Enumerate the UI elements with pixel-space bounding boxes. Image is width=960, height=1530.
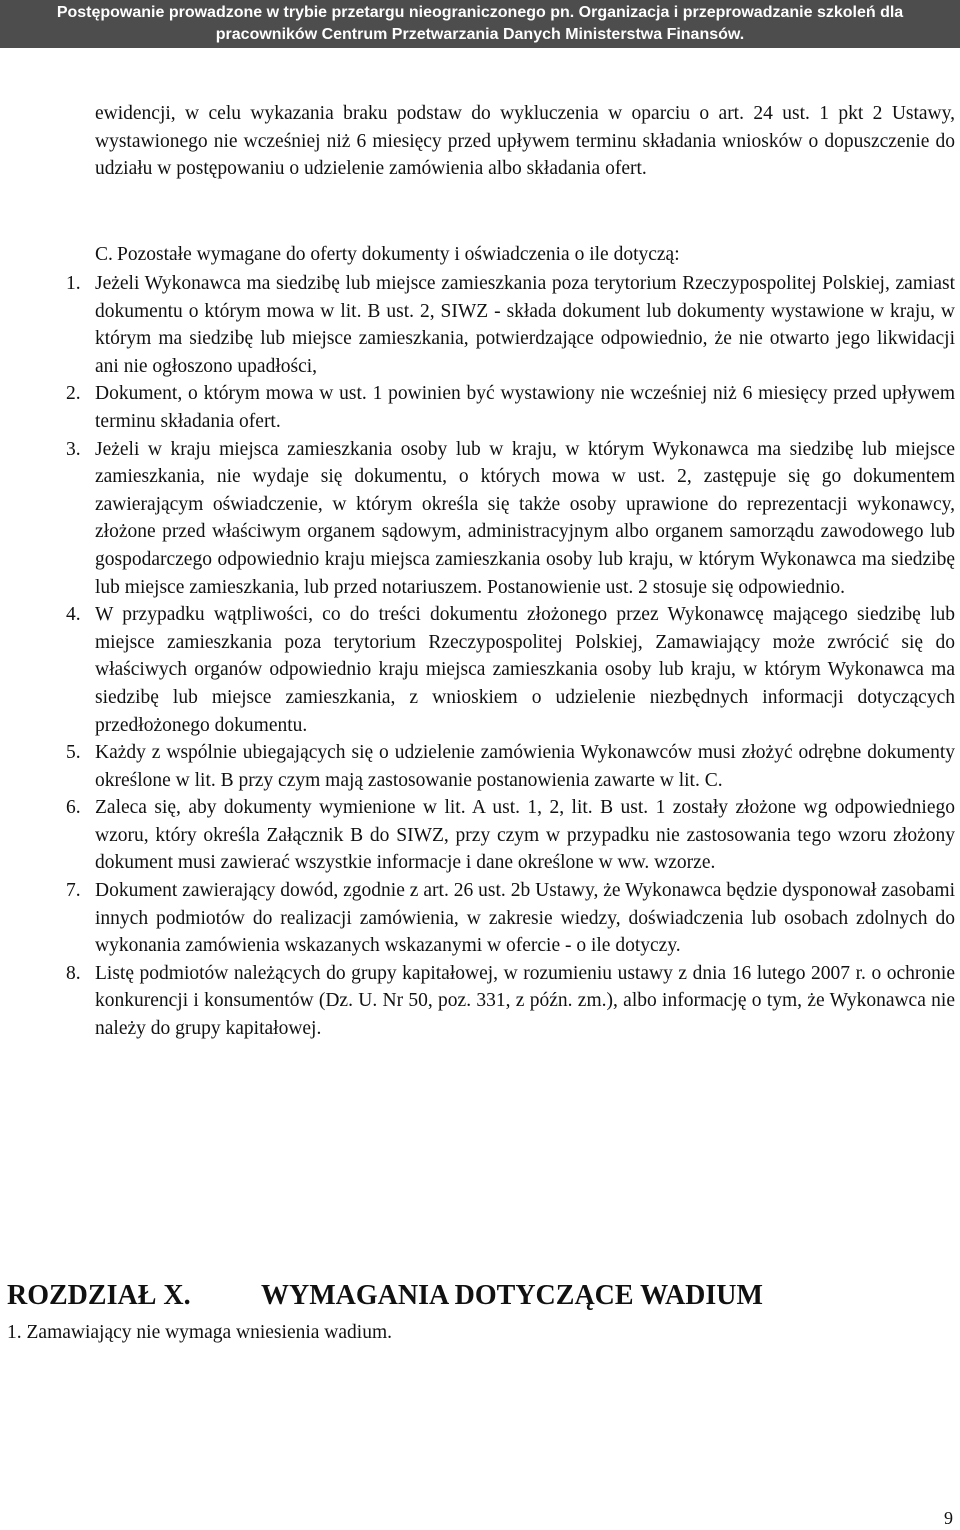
list-item-text: Każdy z wspólnie ubiegających się o udzielenie zamówienia Wykonawców musi złożyć odrębne dokumenty określone w lit. B przy czym mają zastosowanie postanowienia zawarte w lit. C. [95, 742, 955, 791]
list-item [66, 877, 955, 960]
list-item-number: 5. [66, 742, 81, 764]
list-item-number: 6. [66, 797, 81, 819]
requirements-list [66, 270, 955, 1043]
list-item-number: 8. [66, 962, 81, 984]
chapter-title: WYMAGANIA DOTYCZĄCE WADIUM [261, 1280, 763, 1311]
list-item [66, 601, 955, 739]
list-item-text: Zaleca się, aby dokumenty wymienione w lit. A ust. 1, 2, lit. B ust. 1 zostały złożone wg odpowiedniego wzoru, który określa Załącznik B do SIWZ, przy czym w przypadku nie zastosowania tego wzoru złożony dokument musi zawierać wszystkie informacje i dane określone w ww. wzorze. [95, 797, 955, 874]
header-line-2: pracowników Centrum Przetwarzania Danych Ministerstwa Finansów. [215, 26, 745, 43]
list-item [66, 794, 955, 877]
list-item-text: Dokument, o którym mowa w ust. 1 powinien być wystawiony nie wcześniej niż 6 miesięcy przed upływem terminu składania ofert. [95, 383, 955, 432]
continuation-paragraph: ewidencji, w celu wykazania braku podstaw do wykluczenia w oparciu o art. 24 ust. 1 pkt 2 Ustawy, wystawionego nie wcześniej niż 6 miesięcy przed upływem terminu składania wniosków o dopuszczenie do udziału w postępowaniu o udzielenie zamówienia albo składania ofert. [95, 103, 955, 180]
page-header [0, 0, 960, 48]
list-item-text: Dokument zawierający dowód, zgodnie z art. 26 ust. 2b Ustawy, że Wykonawca będzie dysponował zasobami innych podmiotów do realizacji zamówienia, w zakresie wiedzy, doświadczenia lub osobach zdolnych do wykonania zamówienia wskazanych wskazanymi w ofercie - o ile dotyczy. [95, 880, 955, 957]
list-item [66, 436, 955, 602]
section-c-label: C. [95, 244, 113, 265]
list-item-number: 7. [66, 880, 81, 902]
list-item [66, 739, 955, 794]
list-item [66, 380, 955, 435]
list-item-text: Jeżeli Wykonawca ma siedzibę lub miejsce zamieszkania poza terytorium Rzeczypospolitej Polskiej, zamiast dokumentu o którym mowa w lit. B ust. 2, SIWZ - składa dokument lub dokumenty wystawione w kraju, w którym ma siedzibę lub miejsce zamieszkania, potwierdzające odpowiednio, że nie otwarto jego likwidacji ani nie ogłoszono upadłości, [95, 273, 955, 377]
chapter-label: ROZDZIAŁ X. [7, 1280, 191, 1311]
list-item-number: 1. [66, 273, 81, 294]
list-item [66, 960, 955, 1043]
header-line-1: Postępowanie prowadzone w trybie przetargu nieograniczonego pn. Organizacja i przeprowadzanie szkoleń dla [56, 4, 904, 21]
section-c-heading [95, 241, 955, 269]
list-item-number: 3. [66, 438, 81, 460]
section-c-title: Pozostałe wymagane do oferty dokumenty i oświadczenia o ile dotyczą: [117, 244, 680, 265]
page-number: 9 [944, 1508, 953, 1528]
list-item-number: 2. [66, 383, 81, 405]
list-item-number: 4. [66, 604, 81, 626]
chapter-heading [7, 1280, 947, 1312]
list-item-text: Jeżeli w kraju miejsca zamieszkania osoby lub w kraju, w którym Wykonawca ma siedzibę lub miejsce zamieszkania, nie wydaje się dokumentu, o których mowa w ust. 2, zastępuje się go dokumentem zawierającym oświadczenie, w którym określa się także osoby uprawione do reprezentacji wykonawcy, złożone przed właściwym organem sądowym, administracyjnym albo organem samorządu zawodowego lub gospodarczego odpowiednio kraju miejsca zamieszkania osoby lub kraju, w którym Wykonawca ma siedzibę lub miejsce zamieszkania, lub przed notariuszem. Postanowienie ust. 2 stosuje się odpowiednio. [95, 438, 955, 598]
list-item-text: W przypadku wątpliwości, co do treści dokumentu złożonego przez Wykonawcę mającego siedzibę lub miejsce zamieszkania poza terytorium Rzeczypospolitej Polskiej, Zamawiający może zwrócić się do właściwych organów odpowiednio kraju miejsca zamieszkania osoby lub kraju, w którym Wykonawca ma siedzibę lub miejsce zamieszkania, z wnioskiem o udzielenie niezbędnych informacji dotyczących przedłożonego dokumentu. [95, 604, 955, 736]
chapter-item: 1. Zamawiający nie wymaga wniesienia wadium. [7, 1322, 392, 1343]
list-item [66, 270, 955, 380]
list-item-text: Listę podmiotów należących do grupy kapitałowej, w rozumieniu ustawy z dnia 16 lutego 2007 r. o ochronie konkurencji i konsumentów (Dz. U. Nr 50, poz. 331, z późn. zm.), albo informację o tym, że Wykonawca nie należy do grupy kapitałowej. [95, 962, 955, 1040]
